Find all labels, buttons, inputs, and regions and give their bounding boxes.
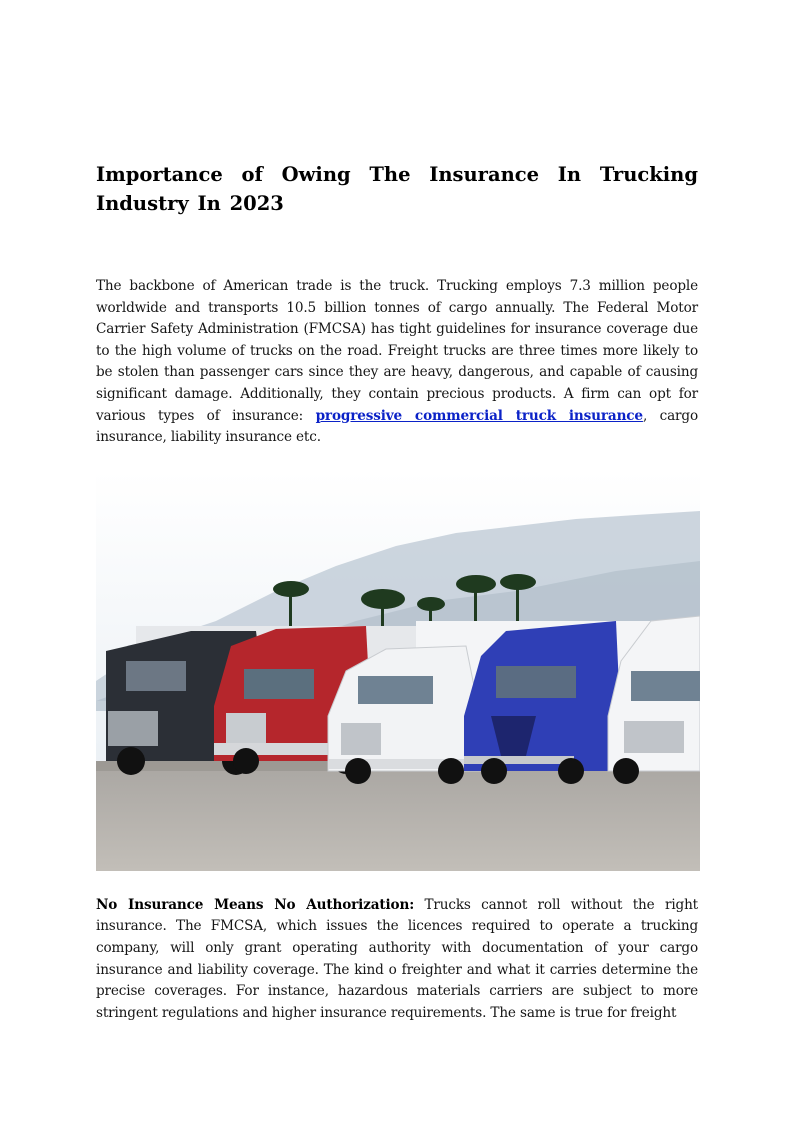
intro-text-end: , cargo insurance, liability insurance etc. (96, 407, 698, 446)
intro-text: The backbone of American trade is the truck. Trucking employs 7.3 million people worldwide and transports 10.5 billion tonnes of cargo annually. The Federal Motor Carrier Safety Administration (FMCSA) has tight guidelines for insurance coverage due to the high volume of trucks on the road. Freight trucks are three times more likely to be stolen than passenger cars since they are heavy, dangerous, and capable of causing significant damage. Additionally, they contain precious products. A firm can opt for various types of insurance: (96, 278, 698, 424)
semi-trucks-photo-icon (96, 471, 700, 871)
section-paragraph (96, 895, 698, 1025)
insurance-link[interactable]: progressive commercial truck insurance (315, 407, 643, 424)
intro-paragraph (96, 276, 698, 449)
section-text: Trucks cannot roll without the right insurance. The FMCSA, which issues the licences required to operate a trucking company, will only grant operating authority with documentation of your cargo insurance and liability coverage. The kind o freighter and what it carries determine the precise coverages. For instance, hazardous materials carriers are subject to more stringent regulations and higher insurance requirements. The same is true for freight (96, 896, 698, 1021)
article-title: Importance of Owing The Insurance In Trucking Industry In 2023 (96, 163, 698, 215)
section-heading: No Insurance Means No Authorization: (96, 896, 415, 913)
trucks-photo (96, 471, 700, 871)
document-page (96, 160, 698, 1024)
